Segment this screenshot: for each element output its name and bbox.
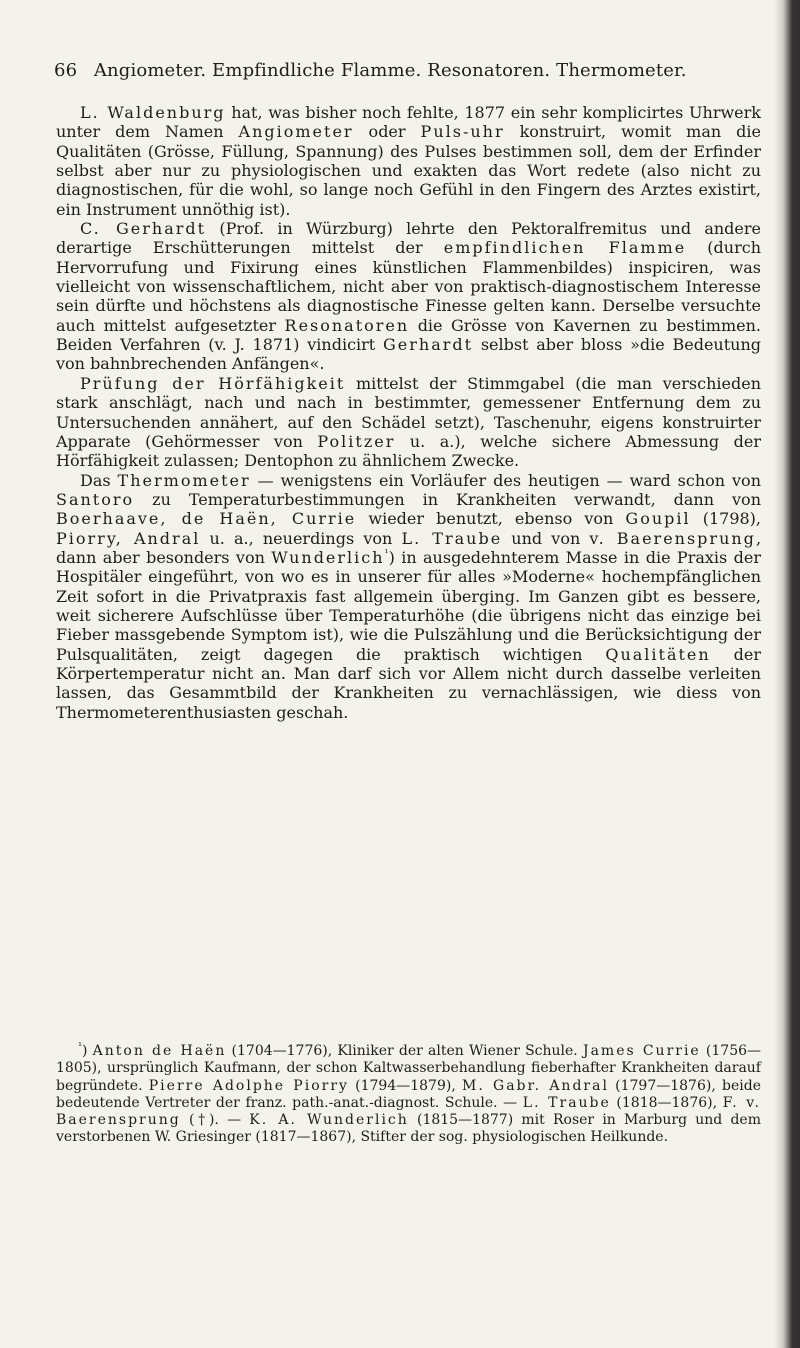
text-run: die Grösse von Kavernen zu bestimmen. Beiden Verfahren (v. J. 1871) vindicirt — [56, 315, 762, 355]
text-run: wieder benutzt, ebenso von — [356, 509, 626, 529]
spaced-name: v. Baerensprung — [589, 528, 756, 548]
footnote-marker: ¹ — [384, 548, 389, 560]
footnote-paragraph — [56, 1043, 761, 1147]
body-paragraph — [56, 219, 761, 374]
text-run: (1756—1805), ursprünglich Kaufmann, der schon Kaltwasserbehandlung fieberhafter Krankheiten darauf begründete. — [56, 1043, 762, 1094]
running-header — [54, 60, 754, 82]
main-text — [56, 103, 761, 722]
page-edge-shadow — [774, 0, 800, 1348]
text-run: konstruirt, womit man die Qualitäten (Grösse, Füllung, Spannung) des Pulses bestimmen soll, dem der Erfinder selbst aber nur zu physiologischen und exakten das Wort redete (also nicht zu diagnostischen, für die wohl, so lange noch Gefühl in den Fingern des Arztes existirt, ein Instrument unnöthig ist). — [56, 122, 761, 219]
spaced-name: Anton de Haën — [92, 1043, 227, 1059]
spaced-name: Goupil — [625, 509, 691, 529]
spaced-name: empfindlichen Flamme — [443, 238, 687, 258]
spaced-name: Angiometer — [238, 122, 354, 142]
spaced-name: Resonatoren — [284, 315, 410, 335]
spaced-name: James Currie — [582, 1043, 701, 1059]
footnotes — [56, 1043, 761, 1147]
spaced-name: Puls-uhr — [420, 122, 505, 142]
spaced-name: Pierre Adolphe Piorry — [148, 1077, 349, 1094]
spaced-name: Piorry, Andral — [56, 528, 201, 548]
text-run: (1704—1776), Kliniker der alten Wiener Schule. — [226, 1043, 583, 1059]
spaced-name: M. Gabr. Andral — [462, 1077, 609, 1094]
spaced-name: C. Gerhardt — [80, 219, 207, 239]
text-run: (1798), — [690, 509, 762, 529]
text-run: hat, was bisher noch fehlte, 1877 ein sehr komplicirtes Uhrwerk unter dem Namen — [56, 103, 761, 142]
text-run: (1797—1876), beide bedeutende Vertreter der franz. path.-anat.-diagnost. Schule. — — [56, 1077, 761, 1111]
text-run: der Körpertemperatur nicht an. Man darf sich vor Allem nicht durch dasselbe verleiten lassen, das Gesammtbild der Krankheiten zu vernachlässigen, wie diess von Thermometerenthusiasten geschah. — [56, 644, 761, 722]
text-run: Das — [80, 470, 118, 490]
text-run: mittelst der Stimmgabel (die man verschieden stark anschlägt, nach und nach in bestimmter, gemessener Entfernung dem zu Untersuchenden annähert, auf den Schädel setzt), Taschenuhr, eigens konstruirter Apparate (Gehörmesser von — [56, 373, 761, 451]
spaced-name: Boerhaave, de Haën, Currie — [56, 509, 357, 529]
header-title: Angiometer. Empfindliche Flamme. Resonatoren. Thermometer. — [93, 60, 687, 81]
body-paragraph — [56, 471, 761, 722]
body-paragraph — [56, 374, 761, 471]
page-number: 66 — [54, 60, 78, 81]
text-run: (1794—1879), — [348, 1077, 462, 1094]
text-run: u. a., neuerdings von — [200, 528, 402, 548]
text-run: (durch Hervorrufung und Fixirung eines künstlichen Flammenbildes) inspiciren, was vielleicht von wissenschaftlichem, nicht aber von praktisch-diagnostischem Interesse sein dürfte und höchstens als diagnostische Finesse gelten kann. Derselbe versuchte auch mittelst aufgesetzter — [56, 238, 761, 335]
spaced-name: Santoro — [56, 489, 135, 509]
text-run: u. a.), welche sichere Abmessung der Hörfähigkeit zulassen; Dentophon zu ähnlichem Zwecke. — [56, 431, 762, 471]
text-run: , dann aber besonders von — [56, 528, 762, 567]
text-run: (Prof. in Würzburg) lehrte den Pektoralfremitus und andere derartige Erschütterungen mittelst der — [56, 219, 762, 258]
text-run: zu Temperaturbestimmungen in Krankheiten verwandt, dann von — [134, 489, 761, 509]
text-run: (†). — — [180, 1112, 250, 1129]
text-run: (1818—1876), — [610, 1094, 723, 1111]
text-run: und von — [502, 528, 590, 548]
spaced-name: L. Waldenburg — [80, 103, 226, 122]
spaced-name: Gerhardt — [383, 335, 474, 355]
text-run: (1815—1877) mit Roser in Marburg und dem verstorbenen W. Griesinger (1817—1867), Stifter der sog. physiologischen Heilkunde. — [56, 1112, 761, 1146]
text-run: ) in ausgedehnterem Masse in die Praxis der Hospitäler eingeführt, von wo es in unserer für alles »Moderne« hochempfänglichen Zeit sofort in die Privatpraxis fast allgemein überging. Im Ganzen gibt es bessere, weit sicherere Aufschlüsse über Temperaturhöhe (die übrigens nicht das einzige bei Fieber massgebende Symptom ist), wie die Pulszählung und die Berücksichtigung der Pulsqualitäten, zeigt dagegen die praktisch wichtigen — [56, 547, 761, 664]
spaced-name: K. A. Wunderlich — [249, 1112, 409, 1129]
text-run: ) — [82, 1043, 93, 1059]
text-run: — wenigstens ein Vorläufer des heutigen — ward schon von — [250, 470, 761, 490]
spaced-name: L. Traube — [401, 528, 503, 548]
spaced-name: Wunderlich — [271, 547, 385, 567]
text-run: selbst aber bloss »die Bedeutung von bahnbrechenden Anfängen«. — [56, 335, 762, 374]
text-run: oder — [353, 122, 421, 142]
spaced-name: F. v. Baerensprung — [56, 1094, 761, 1129]
body-paragraph — [56, 103, 761, 219]
footnote-marker: ¹ — [78, 1041, 83, 1053]
spaced-name: Qualitäten — [605, 644, 711, 664]
spaced-name: Thermometer — [117, 470, 251, 490]
spaced-name: Prüfung der Hörfähigkeit — [80, 373, 346, 393]
spaced-name: Politzer — [317, 431, 396, 451]
spaced-name: L. Traube — [522, 1094, 611, 1111]
